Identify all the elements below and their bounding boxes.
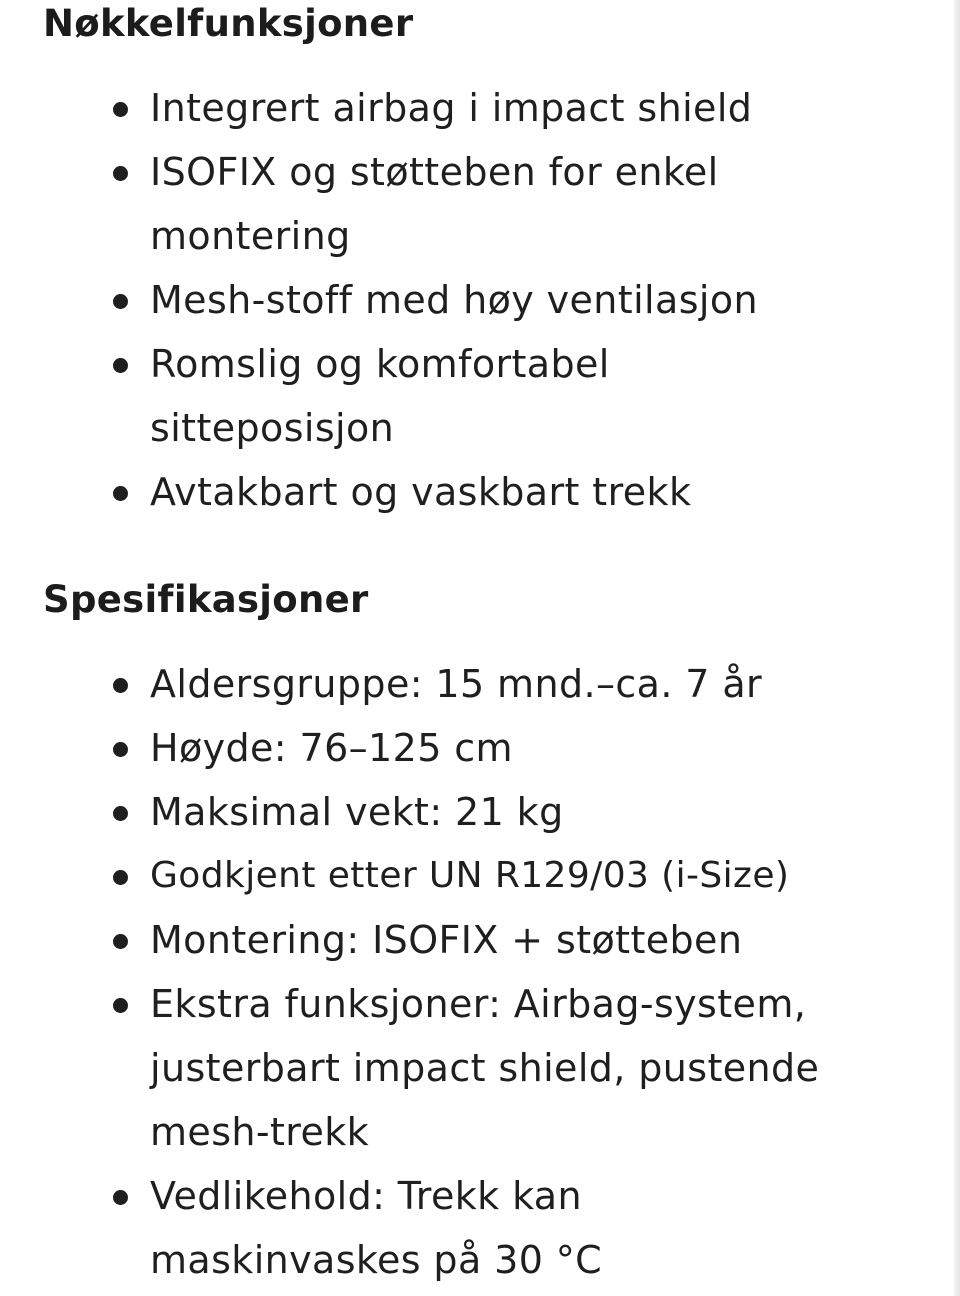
bullet-icon	[113, 102, 128, 117]
list-item-text: Høyde: 76–125 cm	[150, 726, 513, 770]
list-item	[0, 908, 900, 972]
bullet-icon	[113, 358, 128, 373]
list-item-text: Integrert airbag i impact shield	[150, 86, 753, 130]
list-item	[0, 1164, 900, 1292]
bullet-icon	[113, 1190, 128, 1205]
bullet-icon	[113, 166, 128, 181]
list-item-text: Avtakbart og vaskbart trekk	[150, 470, 692, 514]
list-item	[0, 332, 900, 460]
list-item-text: Aldersgruppe: 15 mnd.–ca. 7 år	[150, 662, 763, 706]
key-features-heading: Nøkkelfunksjoner	[43, 2, 414, 45]
list-item	[0, 76, 900, 140]
bullet-icon	[113, 486, 128, 501]
bullet-icon	[113, 934, 128, 949]
bullet-icon	[113, 294, 128, 309]
bullet-icon	[113, 806, 128, 821]
list-item	[0, 460, 900, 524]
list-item-text: Vedlikehold: Trekk kan maskinvaskes på 30 °C	[150, 1174, 603, 1282]
bullet-icon	[113, 870, 128, 885]
list-item	[0, 780, 900, 844]
list-item-text: Montering: ISOFIX + støtteben	[150, 918, 743, 962]
list-item	[0, 140, 900, 268]
list-item-text: Ekstra funksjoner: Airbag-system, justerbart impact shield, pustende mesh-trekk	[150, 982, 820, 1154]
specifications-heading: Spesifikasjoner	[43, 578, 369, 621]
bullet-icon	[113, 742, 128, 757]
list-item	[0, 844, 900, 908]
bullet-icon	[113, 998, 128, 1013]
list-item-text: Romslig og komfortabel sitteposisjon	[150, 342, 610, 450]
list-item-text: ISOFIX og støtteben for enkel montering	[150, 150, 719, 258]
list-item-text: Mesh-stoff med høy ventilasjon	[150, 278, 758, 322]
specifications-list	[0, 652, 900, 1292]
key-features-list	[0, 76, 900, 524]
list-item	[0, 972, 900, 1164]
list-item-text: Godkjent etter UN R129/03 (i-Size)	[150, 855, 790, 896]
list-item	[0, 268, 900, 332]
list-item	[0, 652, 900, 716]
list-item	[0, 716, 900, 780]
page-edge-divider	[954, 0, 960, 1296]
list-item-text: Maksimal vekt: 21 kg	[150, 790, 564, 834]
bullet-icon	[113, 678, 128, 693]
